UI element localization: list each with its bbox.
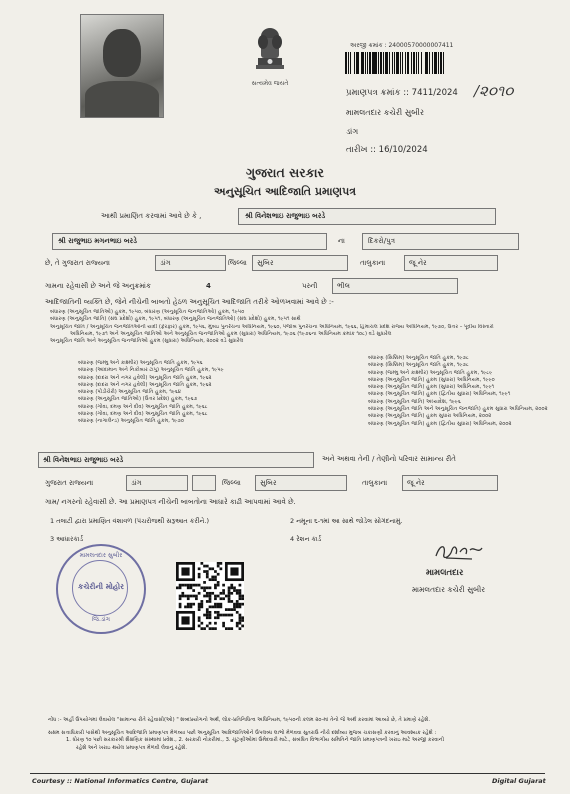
cert-number-label: પ્રમાણપત્ર ક્રમાંક: [346, 88, 401, 98]
district-sub-value-2: સુબિર: [255, 475, 347, 491]
order-item: બંધારણ (અનુસૂચિત જાતિ) હુકમ (સુધારા) અધિનિયમ, ૧૯૯૦: [368, 376, 495, 383]
barcode: [345, 52, 497, 74]
order-item: બંધારણ (અનુસૂચિત જાતિ) હુકમ (દ્વિતીય સુધારા) અધિનિયમ, ૧૯૯૧: [368, 391, 511, 398]
date-value: :: 16/10/2024: [370, 145, 428, 155]
order-item: બંધારણ (અનુસૂચિત જાતિઓ) (ઉત્તર પ્રદેશ) હુકમ, ૧૯૬૭: [78, 396, 198, 403]
note-2: સક્ષમ સત્તાધિકારી પાસેથી અનુસૂચિત આદિજાતિ પ્રમાણપત્ર મેળવ્યા પછી અનુસૂચિત આદિજાતિઓને ઉપલબ્ધ લાભો મેળવવા સુતરાઉ નીચે દર્શાવ્યા મુજબ ચકાસણી કરવાનું આવશ્યક રહેશે :: [48, 729, 437, 736]
relation-label: ના: [338, 237, 345, 245]
order-item: બંધારણ (જમ્મુ અને કાશ્મીર) અનુસૂચિત જાતિ હુકમ, ૧૯૫૬: [78, 360, 203, 366]
recognition-text: આદિજાતિની વ્યક્તિ છે, જેને નીચેની બાબતો હેઠળ અનુસૂચિત આદિજાતિ તરીકે ઓળખવામાં આવે છે :-: [45, 298, 334, 306]
emblem-caption: સત્યમેવ જયતે: [251, 80, 289, 87]
state-emblem-icon: [252, 26, 288, 78]
government-title: ગુજરાત સરકાર: [245, 165, 325, 180]
barcode-bar: [443, 52, 445, 74]
order-item: બંધારણ (અનુસૂચિત જાતિ) (સંઘ પ્રદેશો) હુકમ, ૧૯૫૧, બંધારણ (અનુસૂચિત જનજાતિઓ) (સંઘ પ્રદેશો) હુકમ, ૧૯૫૧ સાથે: [50, 316, 301, 323]
taluka-value: જૂ નેર: [404, 255, 498, 271]
note-4: રહેશે અને ખરાઇ થયેલ પ્રમાણપત્ર મેળવી લેવાનું રહેશે.: [76, 744, 188, 751]
date-row: [346, 145, 428, 155]
order-item: બંધારણ (જમ્મુ અને કાશ્મીર) અનુસૂચિત જાતિ હુકમ, ૧૯૮૯: [368, 369, 493, 376]
order-item: બંધારણ (અનુસૂચિત જાતિ) હુકમ (સુધારા) અધિનિયમ, ૧૯૯૧: [368, 384, 495, 391]
order-item: બંધારણ (દાદરા અને નગર હવેલી) અનુસૂચિત જાતિ હુકમ, ૧૯૬૨: [78, 381, 212, 388]
orders-top: [50, 309, 520, 345]
doc-item-3: 3 આધારકાર્ડ: [50, 535, 84, 543]
cert-number-handwritten: /૨૦૧૦: [474, 82, 514, 100]
signature-icon: [432, 540, 490, 562]
order-item: બંધારણ (અનુસૂચિત જાતિ) હુકમ (દ્વિતીય સુધારા) અધિનિયમ, ૨૦૦૨: [368, 420, 512, 427]
notes: [48, 717, 553, 752]
note-3: 1. ધોરણ ૧૦ પછી સરકારશ્રી શૈક્ષણિક સંસ્થામાં પ્રવેશ., 2. સરકારી નોકરીમાં., 3. ચૂંટણીઓમાં ઉમેદવારી માટે., સંબંધિત વિભાગીય સમિતિને જાતિ પ્રમાણપત્રની ખરાઇ માટે અરજી કરવાની: [66, 737, 445, 743]
note-1: નોંધ :- અહીં ઉપયોગમાં લેવાયેલ "સામાન્ય રીતે રહેવાસી(ઓ) " શબ્દપ્રયોગનો અર્થ, લોક-પ્રતિનિધિત્વ અધિનિયમ, ૧૯૫૦ની કલમ ૨૦-માં તેનો જે અર્થ કરવામાં આવ્યો છે, તે પ્રમાણે રહેશે.: [48, 717, 430, 723]
order-item: બંધારણ (ગોવા, દમણ અને દીવ) અનુસૂચિત જાતિ હુકમ, ૧૯૬૮: [78, 411, 208, 418]
state-label: છે, તે ગુજરાત રાજ્યના: [45, 259, 110, 267]
order-item: અધિનિયમ, ૧૯૭૧ અને અનુસૂચિત જાતિઓ અને અનુસૂચિત જનજાતિઓ હુકમ (સુધારા) અધિનિયમ, ૧૯૭૬ (૧૯૭૬ના અધિનિયમ ક્રમાંક ૧૦૮) વડે સુધારેલ: [70, 330, 392, 337]
village-label: ગામના રહેવાસી છે અને જે અનુક્રમાંક: [45, 282, 151, 290]
district-label: જિલ્લા: [228, 259, 247, 267]
qr-code: [176, 562, 244, 630]
district-spacer: [192, 475, 216, 491]
district-label-2: જિલ્લા: [222, 479, 241, 487]
certify-text: આથી પ્રમાણિત કરવામાં આવે છે કે ,: [101, 212, 202, 220]
district-sub-value: સુબિર: [252, 255, 348, 271]
footer-brand: Digital Gujarat: [492, 777, 546, 785]
order-item: બંધારણ (અનુસૂચિત જાતિ) અધ્યાદેશ, ૧૯૯૬: [368, 398, 461, 405]
seal-bottom-text: જિ.ડાંગ: [91, 616, 111, 623]
signatory-office: મામલતદાર કચેરી સુબીર: [412, 585, 486, 594]
district-value: ડાંગ: [155, 255, 226, 271]
seal-center-text: કચેરીની મોહોર: [78, 582, 124, 591]
footer-courtesy: Courtesy :: National Informatics Centre, Gujarat: [32, 777, 209, 785]
state-label-2: ગુજરાત રાજ્યના: [45, 479, 94, 487]
order-item: બંધારણ (અનુસૂચિત જાતિ) હુકમ સુધારા અધિનિયમ, ૨૦૦૨: [368, 413, 492, 420]
tribe-label: પરની: [302, 282, 318, 290]
basis-text: ગામ/ નગરનો રહેવાસી છે. આ પ્રમાણપત્ર નીચેની બાબતોના આધારે કાઢી આપવામાં આવે છે.: [45, 498, 296, 506]
cert-number-row: [346, 88, 458, 98]
order-item: બંધારણ (અનુસૂચિત જાતિ અને અનુસૂચિત જનજાતિ) હુકમ સુધારા અધિનિયમ, ૨૦૦૨: [368, 406, 548, 413]
applicant-name: શ્રી વિનેશભાઇ રાજુભાઇ બરડે: [238, 208, 496, 225]
order-item: બંધારણ (સિક્કિમ) અનુસૂચિત જાતિ હુકમ, ૧૯૭૮: [368, 355, 469, 361]
certificate-title: અનુસૂચિત આદિજાતિ પ્રમાણપત્ર: [213, 185, 357, 198]
orders-right: [368, 355, 558, 428]
order-item: બંધારણ (આંદામાન અને નિકોબાર ટાપુ) અનુસૂચિત જાતિ હુકમ, ૧૯૫૯: [78, 367, 224, 374]
doc-item-1: 1 તલાટી દ્વારા પ્રમાણિત વંશાવળ (પંચરોજથી સરૂઆત કરીને.): [50, 517, 209, 525]
district-name: ડાંગ: [346, 127, 359, 136]
order-item: અનુસૂચિત જાતિ અને અનુસૂચિત જનજાતિઓ હુકમ (સુધારા) અધિનિયમ, ૨૦૦૨ વડે સુધારેલ: [50, 338, 244, 345]
seal-top-text: મામલતદાર સુબીર: [79, 552, 123, 559]
signatory-title: મામલતદાર: [426, 568, 464, 578]
order-item: બંધારણ (અનુસૂચિત જાતિઓ) હુકમ, ૧૯૫૦, બંધારણ (અનુસૂચિત જનજાતિઓ) હુકમ, ૧૯૫૦: [50, 309, 245, 315]
taluka-label-2: તાલુકાના: [362, 479, 388, 487]
date-label: તારીખ: [346, 145, 368, 155]
applicant-name-repeat: શ્રી વિનેશભાઇ રાજુભાઇ બરડે: [38, 452, 314, 468]
father-name: શ્રી રાજુભાઇ મગનભાઇ બરડે: [52, 233, 327, 250]
application-number: અરજી ક્રમાંક : 24000570000007411: [350, 42, 454, 49]
cert-number: :: 7411/2024: [403, 88, 458, 98]
district-value-2: ડાંગ: [126, 475, 188, 491]
doc-item-4: 4 રેશન કાર્ડ: [290, 535, 322, 543]
family-text: અને અથવા તેની / તેણીનો પરિવાર સામાન્ય રીતે: [322, 455, 456, 463]
order-item: બંધારણ (નાગાલેન્ડ) અનુસૂચિત જાતિ હુકમ, ૧૯૭૦: [78, 418, 184, 425]
orders-left: [78, 360, 278, 426]
order-item: બંધારણ (પોંડીચેરી) અનુસૂચિત જાતિ હુકમ, ૧૯૬૪: [78, 389, 182, 396]
order-item: બંધારણ (સિક્કિમ) અનુસૂચિત જાતિ હુકમ, ૧૯૭૮: [368, 362, 469, 369]
applicant-photo: [80, 14, 164, 118]
tribe-value: ભીલ: [332, 278, 458, 294]
footer-divider: [30, 773, 545, 774]
taluka-label: તાલુકાના: [360, 259, 386, 267]
order-item: બંધારણ (ગોવા, દમણ અને દીવ) અનુસૂચિત જાતિ હુકમ, ૧૯૬૮: [78, 403, 208, 410]
office-seal: [56, 544, 146, 634]
order-item: બંધારણ (દાદરા અને નગર હવેલી) અનુસૂચિત જાતિ હુકમ, ૧૯૬૨: [78, 374, 212, 381]
relation-value: દિકરો/પુત્ર: [362, 233, 519, 250]
serial-number: 4: [206, 282, 211, 290]
office-name: મામલતદાર કચેરી સુબીર: [346, 108, 425, 117]
taluka-value-2: જૂ નેર: [402, 475, 498, 491]
order-item: અનુસૂચિત જાતિ / અનુસૂચિત જનજાતિઓની યાદી (ફેરફાર) હુકમ, ૧૯૫૬, મુંબઇ પુનર્રચના અધિનિયમ, ૧૯૬૦, પંજાબ પુનર્રચના અધિનિયમ, ૧૯૬૬, હિમાચલ પ્રદેશ રાજ્ય અધિનિયમ, ૧૯૭૦, ઉત્તર – પૂર્વીય વિસ્તારો: [50, 323, 494, 330]
doc-item-2: 2 નમૂના ૬-૧માં આ સાથે જોડેલ સોગંદનામું.: [290, 517, 403, 525]
